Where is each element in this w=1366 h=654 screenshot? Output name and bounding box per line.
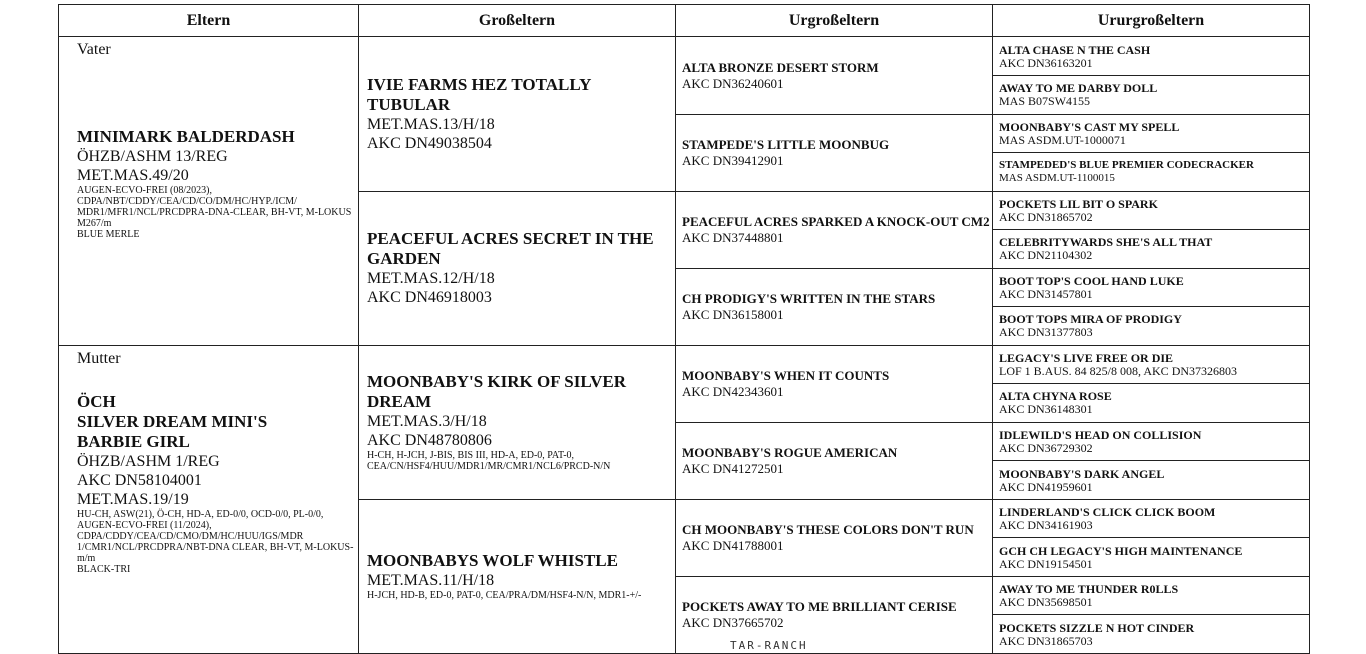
ggg-reg: AKC DN41959601 bbox=[999, 479, 1093, 494]
great-grandparent-cell bbox=[676, 114, 993, 191]
footer-stamp: TAR-RANCH bbox=[730, 639, 808, 652]
great-great-grandparent-cell bbox=[993, 307, 1310, 346]
great-great-grandparent-cell bbox=[993, 499, 1310, 538]
grandparent-name: MOONBABY'S KIRK OF SILVER DREAM bbox=[367, 372, 626, 412]
great-grandparent-cell bbox=[676, 576, 993, 653]
ggg-name: BOOT TOP'S COOL HAND LUKE bbox=[999, 273, 1184, 288]
sire-reg1: ÖHZB/ASHM 13/REG bbox=[77, 148, 228, 166]
header-grandparents: Großeltern bbox=[359, 5, 676, 37]
grandparent-info: H-CH, H-JCH, J-BIS, BIS III, HD-A, ED-0, PAT-0, CEA/CN/HSF4/HUU/MDR1/MR/CMR1/NCL6/PRCD-N/N bbox=[367, 450, 611, 473]
great-grandparent-cell bbox=[676, 37, 993, 114]
great-grandparent-name: POCKETS AWAY TO ME BRILLIANT CERISE bbox=[682, 599, 957, 615]
ggg-name: LINDERLAND'S CLICK CLICK BOOM bbox=[999, 505, 1216, 520]
great-grandparent-cell bbox=[676, 499, 993, 576]
header-parents: Eltern bbox=[59, 5, 359, 37]
sire-reg2: MET.MAS.49/20 bbox=[77, 167, 189, 185]
ggg-name: IDLEWILD'S HEAD ON COLLISION bbox=[999, 428, 1202, 443]
sire-name: MINIMARK BALDERDASH bbox=[77, 127, 295, 147]
ggg-name: ALTA CHASE N THE CASH bbox=[999, 42, 1151, 57]
ggg-reg: MAS ASDM.UT-1000071 bbox=[999, 132, 1126, 147]
great-grandparent-name: MOONBABY'S ROGUE AMERICAN bbox=[682, 445, 898, 461]
ggg-name: ALTA CHYNA ROSE bbox=[999, 389, 1112, 404]
grandparent-reg1: MET.MAS.13/H/18 bbox=[367, 116, 495, 133]
dam-color: BLACK-TRI bbox=[77, 563, 131, 575]
grandparent-reg2: AKC DN48780806 bbox=[367, 432, 492, 450]
grandparent-name: MOONBABYS WOLF WHISTLE bbox=[367, 551, 618, 571]
ggg-reg: AKC DN31865702 bbox=[999, 209, 1093, 224]
grandparent-name: IVIE FARMS HEZ TOTALLY TUBULAR bbox=[367, 75, 591, 114]
great-grandparent-cell bbox=[676, 191, 993, 268]
great-great-grandparent-cell bbox=[993, 191, 1310, 230]
great-great-grandparent-cell bbox=[993, 114, 1310, 153]
dam-reg2: AKC DN58104001 bbox=[77, 471, 202, 489]
grandparent-reg2: AKC DN46918003 bbox=[367, 289, 492, 307]
great-grandparent-reg: AKC DN41788001 bbox=[682, 538, 784, 554]
dam-reg1: ÖHZB/ASHM 1/REG bbox=[77, 452, 220, 470]
great-grandparent-reg: AKC DN36158001 bbox=[682, 307, 784, 323]
ggg-name: GCH CH LEGACY'S HIGH MAINTENANCE bbox=[999, 543, 1243, 558]
grandparent-cell bbox=[359, 191, 676, 345]
great-great-grandparent-cell bbox=[993, 615, 1310, 654]
ggg-reg: AKC DN36163201 bbox=[999, 55, 1093, 70]
great-grandparent-cell bbox=[676, 345, 993, 422]
great-grandparent-reg: AKC DN39412901 bbox=[682, 153, 784, 169]
great-grandparent-name: STAMPEDE'S LITTLE MOONBUG bbox=[682, 137, 890, 153]
pedigree-table bbox=[58, 4, 1310, 654]
great-grandparent-reg: AKC DN36240601 bbox=[682, 75, 784, 91]
dam-title: ÖCH bbox=[77, 391, 116, 411]
great-great-grandparent-cell bbox=[993, 422, 1310, 461]
grandparent-info: H-JCH, HD-B, ED-0, PAT-0, CEA/PRA/DM/HSF4-N/N, MDR1-+/- bbox=[367, 590, 642, 602]
ggg-reg: AKC DN31865703 bbox=[999, 633, 1093, 648]
ggg-name: LEGACY'S LIVE FREE OR DIE bbox=[999, 350, 1174, 365]
ggg-reg: AKC DN19154501 bbox=[999, 556, 1093, 571]
great-grandparent-name: ALTA BRONZE DESERT STORM bbox=[682, 59, 879, 75]
great-great-grandparent-cell bbox=[993, 538, 1310, 577]
great-grandparent-reg: AKC DN42343601 bbox=[682, 384, 784, 400]
ggg-reg: AKC DN21104302 bbox=[999, 248, 1093, 263]
sire-cell bbox=[59, 37, 359, 345]
great-great-grandparent-cell bbox=[993, 345, 1310, 384]
great-grandparent-name: PEACEFUL ACRES SPARKED A KNOCK-OUT CM2 bbox=[682, 214, 990, 230]
great-great-grandparent-cell bbox=[993, 37, 1310, 76]
ggg-reg: AKC DN34161903 bbox=[999, 518, 1093, 533]
grandparent-name: PEACEFUL ACRES SECRET IN THE GARDEN bbox=[367, 229, 654, 269]
great-great-grandparent-cell bbox=[993, 576, 1310, 615]
great-grandparent-name: CH PRODIGY'S WRITTEN IN THE STARS bbox=[682, 291, 936, 307]
grandparent-reg2: AKC DN49038504 bbox=[367, 135, 492, 152]
ggg-name: MOONBABY'S DARK ANGEL bbox=[999, 466, 1165, 481]
great-grandparent-name: CH MOONBABY'S THESE COLORS DON'T RUN bbox=[682, 522, 974, 538]
ggg-name: AWAY TO ME DARBY DOLL bbox=[999, 81, 1158, 96]
ggg-reg: AKC DN31377803 bbox=[999, 325, 1093, 340]
ggg-reg: LOF 1 B.AUS. 84 825/8 008, AKC DN37326803 bbox=[999, 363, 1238, 378]
dam-role: Mutter bbox=[77, 349, 121, 367]
great-great-grandparent-cell bbox=[993, 384, 1310, 423]
grandparent-reg1: MET.MAS.3/H/18 bbox=[367, 413, 487, 431]
ggg-name: STAMPEDED'S BLUE PREMIER CODECRACKER bbox=[999, 159, 1254, 172]
sire-role: Vater bbox=[77, 41, 111, 59]
great-great-grandparent-cell bbox=[993, 75, 1310, 114]
great-grandparent-reg: AKC DN37448801 bbox=[682, 230, 784, 246]
great-grandparent-name: MOONBABY'S WHEN IT COUNTS bbox=[682, 368, 890, 384]
dam-name: SILVER DREAM MINI'S BARBIE GIRL bbox=[77, 411, 268, 451]
ggg-reg: MAS ASDM.UT-1100015 bbox=[999, 172, 1115, 185]
grandparent-cell bbox=[359, 37, 676, 191]
great-grandparent-reg: AKC DN37665702 bbox=[682, 615, 784, 631]
ggg-name: AWAY TO ME THUNDER R0LLS bbox=[999, 582, 1179, 597]
great-grandparent-cell bbox=[676, 422, 993, 499]
grandparent-cell bbox=[359, 345, 676, 499]
great-great-grandparent-cell bbox=[993, 230, 1310, 269]
great-great-grandparent-cell bbox=[993, 153, 1310, 192]
sire-info: AUGEN-ECVO-FREI (08/2023), CDPA/NBT/CDDY/CEA/CD/CO/DM/HC/HYP./ICM/ MDR1/MFR1/NCL/PRCDPRA-DNA-CLEAR, BH-VT, M-LOKUS M267/m bbox=[77, 185, 352, 230]
great-grandparent-cell bbox=[676, 268, 993, 345]
grandparent-reg1: MET.MAS.12/H/18 bbox=[367, 270, 495, 288]
ggg-name: CELEBRITYWARDS SHE'S ALL THAT bbox=[999, 235, 1213, 250]
grandparent-reg1: MET.MAS.11/H/18 bbox=[367, 572, 495, 590]
ggg-reg: AKC DN36729302 bbox=[999, 441, 1093, 456]
ggg-name: MOONBABY'S CAST MY SPELL bbox=[999, 119, 1180, 134]
great-great-grandparent-cell bbox=[993, 461, 1310, 500]
great-grandparent-reg: AKC DN41272501 bbox=[682, 461, 784, 477]
ggg-reg: AKC DN35698501 bbox=[999, 595, 1093, 610]
ggg-reg: MAS B07SW4155 bbox=[999, 94, 1091, 109]
ggg-reg: AKC DN36148301 bbox=[999, 402, 1093, 417]
header-great-grandparents: Urgroßeltern bbox=[676, 5, 993, 37]
dam-info: HU-CH, ASW(21), Ö-CH, HD-A, ED-0/0, OCD-0/0, PL-0/0, AUGEN-ECVO-FREI (11/2024), CDPA/CDDY/CEA/CD/CMO/DM/HC/HUU/IGS/MDR 1/CMR1/NCL/PRCDPRA/NBT-DNA CLEAR, BH-VT, M-LOKUS-m/m bbox=[77, 508, 354, 564]
header-great-great-grandparents: Ururgroßeltern bbox=[993, 5, 1310, 37]
dam-reg3: MET.MAS.19/19 bbox=[77, 490, 189, 508]
ggg-name: POCKETS LIL BIT O SPARK bbox=[999, 196, 1158, 211]
great-great-grandparent-cell bbox=[993, 268, 1310, 307]
sire-color: BLUE MERLE bbox=[77, 229, 140, 241]
ggg-name: BOOT TOPS MIRA OF PRODIGY bbox=[999, 312, 1182, 327]
ggg-reg: AKC DN31457801 bbox=[999, 286, 1093, 301]
dam-cell bbox=[59, 345, 359, 653]
grandparent-cell bbox=[359, 499, 676, 653]
ggg-name: POCKETS SIZZLE N HOT CINDER bbox=[999, 620, 1195, 635]
